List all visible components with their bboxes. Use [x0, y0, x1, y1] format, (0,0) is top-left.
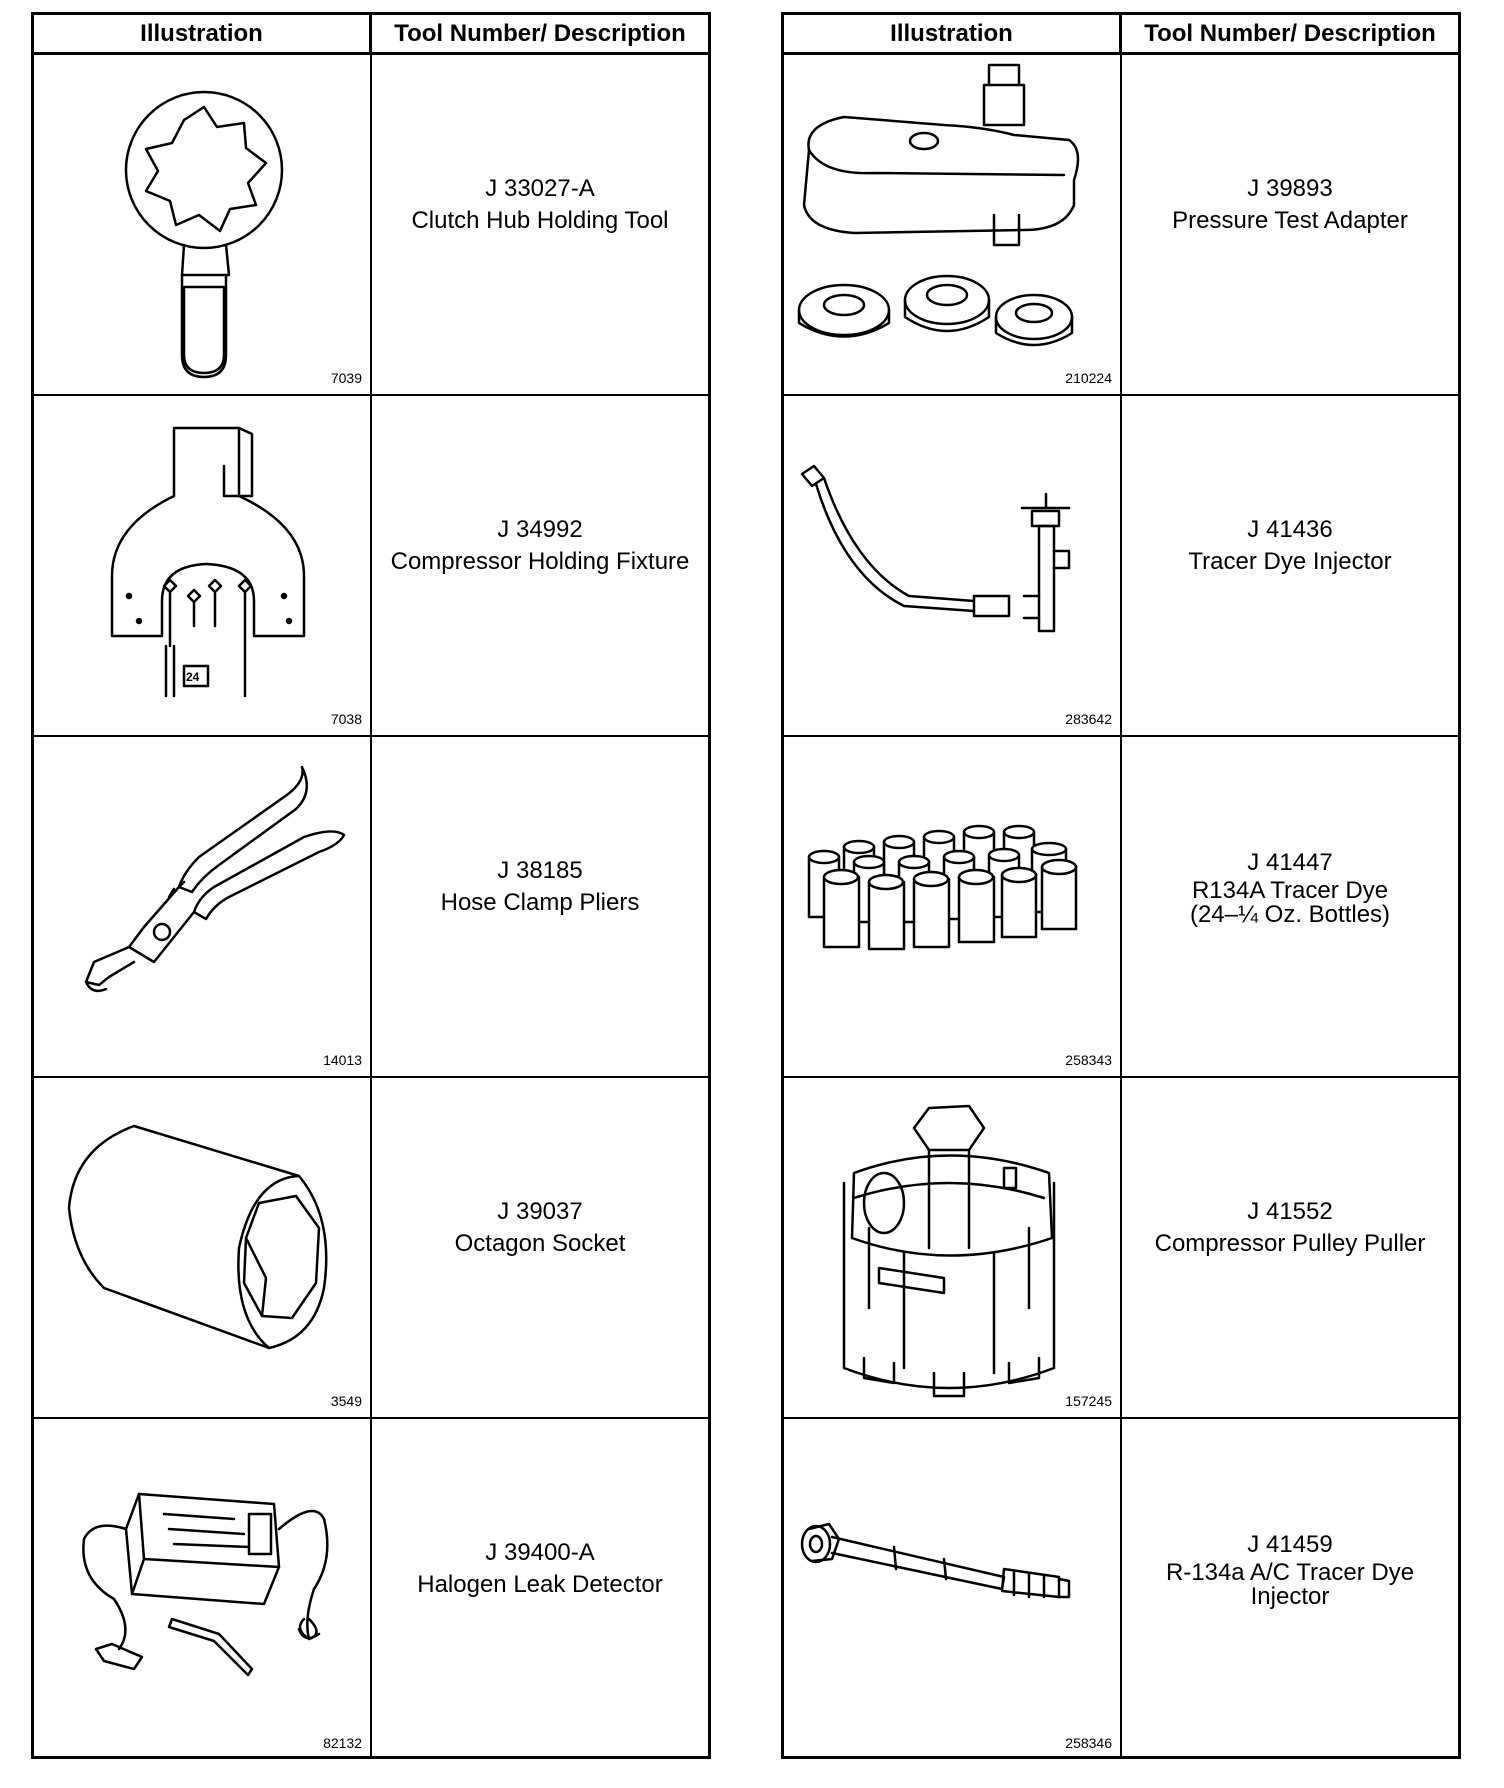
table-row	[784, 55, 1458, 396]
tool-description-cell	[372, 737, 708, 1076]
tool-description-cell	[1122, 737, 1458, 1076]
tool-description: R-134a A/C Tracer Dye	[1165, 1559, 1415, 1586]
tool-description: Hose Clamp Pliers	[440, 888, 640, 916]
figure-code: 3549	[330, 1393, 362, 1409]
tool-description-cell	[372, 1419, 708, 1759]
figure-code: 7039	[330, 370, 362, 386]
compressor-pulley-puller-icon	[784, 1078, 1120, 1417]
table-row	[34, 396, 708, 737]
figure-code: 258346	[1065, 1735, 1112, 1751]
figure-code: 258343	[1065, 1052, 1112, 1068]
illustration-cell	[784, 1419, 1122, 1759]
tool-description: Octagon Socket	[454, 1229, 626, 1257]
tool-number: J 39893	[1247, 174, 1333, 202]
tool-number: J 39037	[497, 1197, 583, 1225]
table-row	[34, 1419, 708, 1759]
illustration-cell	[34, 55, 372, 394]
tool-description: Halogen Leak Detector	[417, 1571, 663, 1598]
tool-description-cell	[1122, 55, 1458, 394]
tool-number: J 33027-A	[485, 174, 595, 202]
clutch-hub-holding-tool-icon	[34, 55, 370, 394]
tool-description: Clutch Hub Holding Tool	[411, 206, 669, 234]
table-row	[784, 1078, 1458, 1419]
tool-table-right	[781, 12, 1461, 1759]
octagon-socket-icon	[34, 1078, 370, 1417]
table-row	[34, 55, 708, 396]
part-badge: 24	[186, 670, 200, 684]
illustration-cell	[34, 396, 372, 735]
header-illustration: Illustration	[784, 15, 1122, 52]
illustration-cell	[34, 737, 372, 1076]
tool-description: R134A Tracer Dye	[1191, 876, 1389, 904]
figure-code: 157245	[1065, 1393, 1112, 1409]
illustration-cell	[784, 396, 1122, 735]
tool-note: Injector	[1250, 1583, 1330, 1610]
hose-clamp-pliers-icon	[34, 737, 370, 1076]
tool-description: Compressor Pulley Puller	[1154, 1229, 1426, 1257]
figure-code: 14013	[323, 1052, 362, 1068]
tool-number: J 38185	[497, 856, 583, 884]
table-row	[784, 737, 1458, 1078]
compressor-holding-fixture-icon	[34, 396, 370, 735]
tool-description-cell	[372, 396, 708, 735]
header-description: Tool Number/ Description	[394, 19, 686, 47]
table-row	[34, 1078, 708, 1419]
table-header	[34, 15, 708, 55]
tracer-dye-bottles-icon	[784, 737, 1120, 1076]
header-illustration: Illustration	[34, 15, 372, 52]
table-header	[784, 15, 1458, 55]
illustration-cell	[784, 55, 1122, 394]
tool-description-cell	[1122, 1078, 1458, 1417]
illustration-cell	[34, 1419, 372, 1759]
tool-number: J 39400-A	[485, 1539, 595, 1566]
pressure-test-adapter-icon	[784, 55, 1120, 394]
figure-code: 82132	[323, 1735, 362, 1751]
illustration-cell	[784, 1078, 1122, 1417]
tool-number: J 41436	[1247, 515, 1333, 543]
illustration-cell	[784, 737, 1122, 1076]
header-description: Tool Number/ Description	[1144, 19, 1436, 47]
tool-description: Tracer Dye Injector	[1188, 547, 1392, 575]
tool-number: J 41447	[1247, 848, 1333, 876]
table-row	[784, 396, 1458, 737]
halogen-leak-detector-icon	[34, 1419, 370, 1758]
tool-number: J 41552	[1247, 1197, 1333, 1225]
tool-note: (24–¼ Oz. Bottles)	[1189, 900, 1391, 928]
table-row	[34, 737, 708, 1078]
tool-number: J 41459	[1247, 1531, 1333, 1558]
tool-description-cell	[1122, 1419, 1458, 1759]
figure-code: 283642	[1065, 711, 1112, 727]
figure-code: 210224	[1065, 370, 1112, 386]
table-row	[784, 1419, 1458, 1759]
tool-description: Pressure Test Adapter	[1172, 206, 1408, 234]
tool-description-cell	[372, 55, 708, 394]
tool-description: Compressor Holding Fixture	[390, 547, 690, 575]
illustration-cell	[34, 1078, 372, 1417]
figure-code: 7038	[330, 711, 362, 727]
tracer-dye-injector-icon	[784, 396, 1120, 735]
ac-tracer-dye-injector-icon	[784, 1419, 1120, 1758]
tool-number: J 34992	[497, 515, 583, 543]
tool-table-left	[31, 12, 711, 1759]
tool-description-cell	[1122, 396, 1458, 735]
tool-description-cell	[372, 1078, 708, 1417]
